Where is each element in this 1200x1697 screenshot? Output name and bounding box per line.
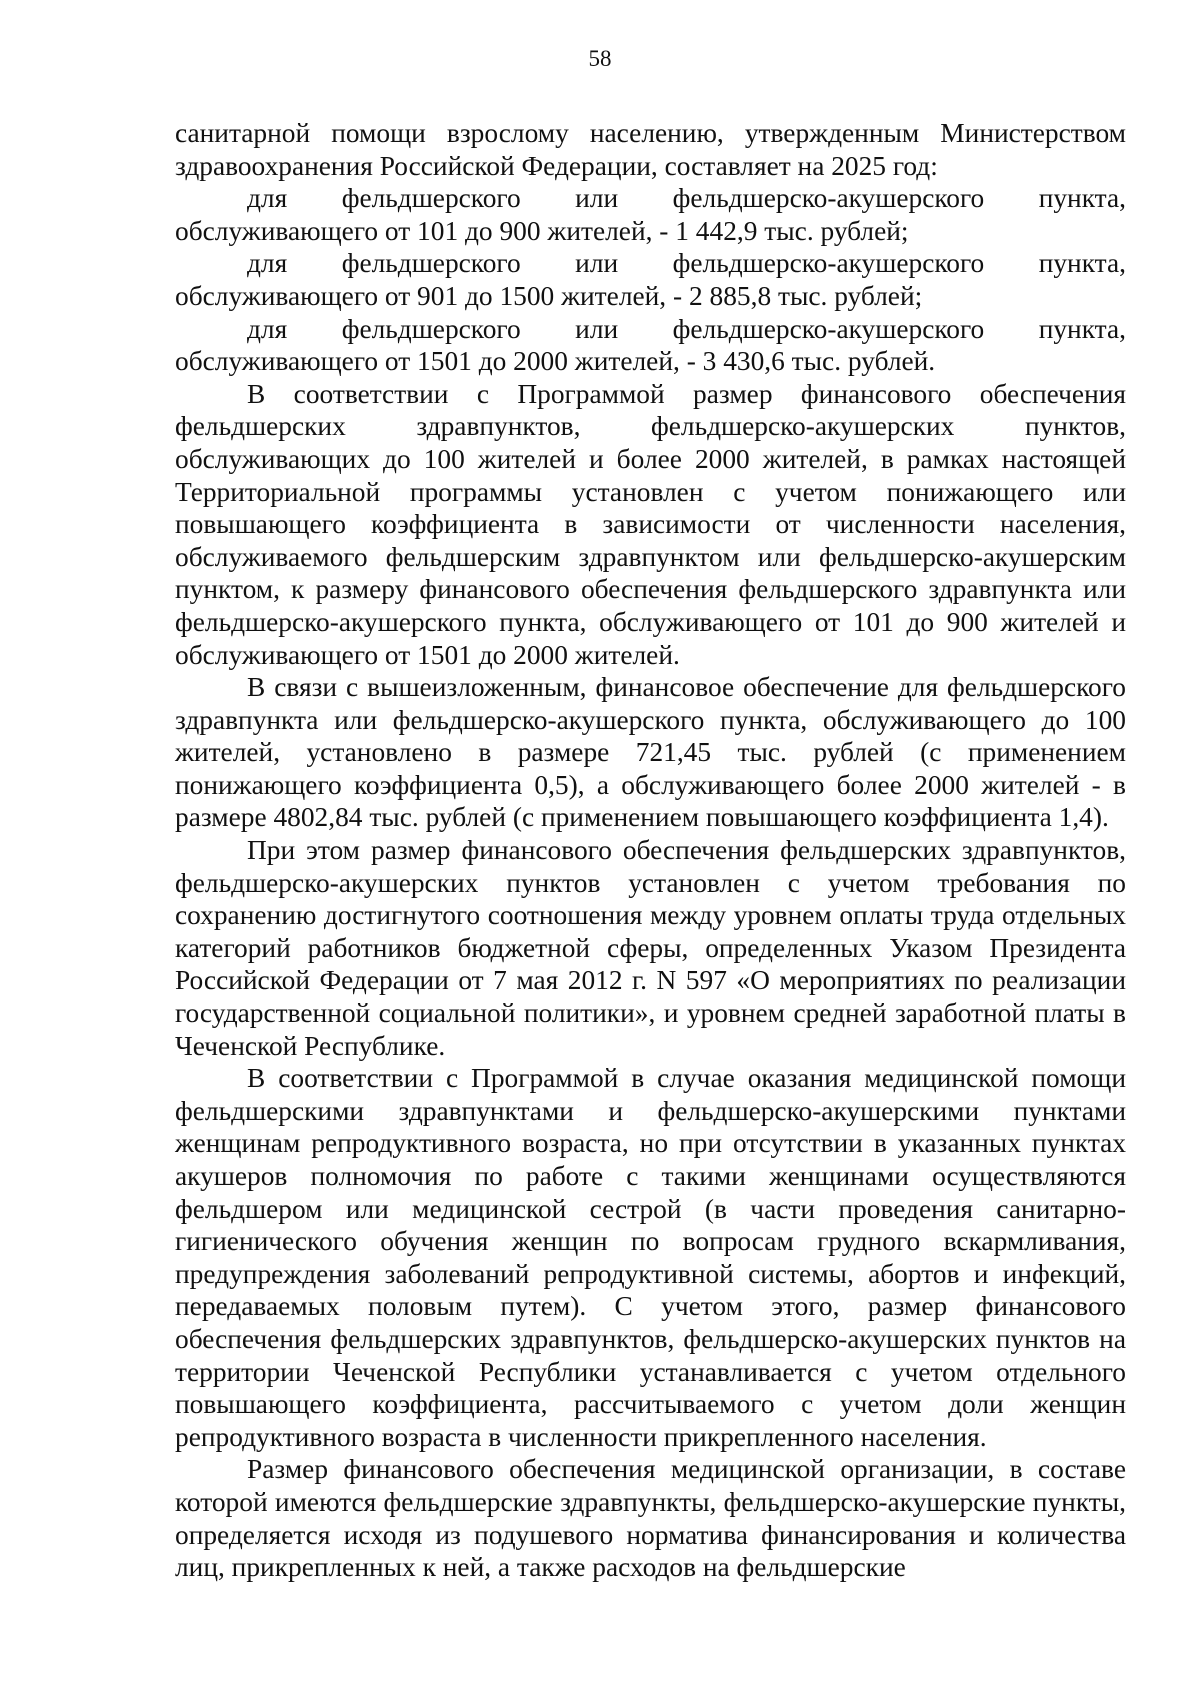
body-paragraph: При этом размер финансового обеспечения фельдшерских здравпунктов, фельдшерско-акушерских пунктов установлен с учетом требования по сохранению достигнутого соотношения между уровнем оплаты труда отдельных категорий работников бюджетной сферы, определенных Указом Президента Российской Федерации от 7 мая 2012 г. N 597 «О мероприятиях по реализации государственной социальной политики», и уровнем средней заработной платы в Чеченской Республике. [175, 835, 1126, 1061]
list-word: для [247, 313, 288, 344]
list-item [175, 313, 1126, 378]
list-word: фельдшерского [341, 313, 521, 344]
list-item-first-line [175, 182, 1126, 215]
list-word: фельдшерско-акушерского [672, 248, 985, 279]
body-paragraph: В связи с вышеизложенным, финансовое обеспечение для фельдшерского здравпункта или фельдшерско-акушерского пункта, обслуживающего до 100 жителей, установлено в размере 721,45 тыс. рублей (с применением понижающего коэффициента 0,5), а обслуживающего более 2000 жителей - в размере 4802,84 тыс. рублей (с применением повышающего коэффициента 1,4). [175, 672, 1126, 833]
page-number: 58 [588, 46, 612, 71]
list-word: пункта, [1038, 248, 1126, 279]
list-word: фельдшерско-акушерского [672, 313, 985, 344]
body-paragraph: В соответствии с Программой в случае оказания медицинской помощи фельдшерскими здравпунктами и фельдшерско-акушерскими пунктами женщинам репродуктивного возраста, но при отсутствии в указанных пунктах акушеров полномочия по работе с такими женщинами осуществляются фельдшером или медицинской сестрой (в части проведения санитарно-гигиенического обучения женщин по вопросам грудного вскармливания, предупреждения заболеваний репродуктивной системы, абортов и инфекций, передаваемых половым путем). С учетом этого, размер финансового обеспечения фельдшерских здравпунктов, фельдшерско-акушерских пунктов на территории Чеченской Республики устанавливается с учетом отдельного повышающего коэффициента, рассчитываемого с учетом доли женщин репродуктивного возраста в численности прикрепленного населения. [175, 1063, 1126, 1452]
list-item-first-line [175, 313, 1126, 346]
list-item-continuation: обслуживающего от 101 до 900 жителей, - 1 442,9 тыс. рублей; [175, 215, 909, 246]
body-paragraph: В соответствии с Программой размер финансового обеспечения фельдшерских здравпунктов, фельдшерско-акушерских пунктов, обслуживающих до 100 жителей и более 2000 жителей, в рамках настоящей Территориальной программы установлен с учетом понижающего или повышающего коэффициента в зависимости от численности населения, обслуживаемого фельдшерским здравпунктом или фельдшерско-акушерским пунктом, к размеру финансового обеспечения фельдшерского здравпункта или фельдшерско-акушерского пункта, обслуживающего от 101 до 900 жителей и обслуживающего от 1501 до 2000 жителей. [175, 378, 1126, 670]
list-word: фельдшерского [341, 183, 521, 214]
list-word: пункта, [1038, 183, 1126, 214]
list-item-continuation: обслуживающего от 1501 до 2000 жителей, - 3 430,6 тыс. рублей. [175, 346, 936, 377]
list-word: или [575, 248, 619, 279]
list-word: фельдшерско-акушерского [672, 183, 985, 214]
intro-paragraph: санитарной помощи взрослому населению, утвержденным Министерством здравоохранения Российской Федерации, составляет на 2025 год: [175, 118, 1126, 181]
list-word: для [247, 248, 288, 279]
list-item-continuation: обслуживающего от 901 до 1500 жителей, - 2 885,8 тыс. рублей; [175, 280, 923, 311]
list-word: или [575, 313, 619, 344]
list-item [175, 182, 1126, 247]
list-word: пункта, [1038, 313, 1126, 344]
list-word: для [247, 183, 288, 214]
list-word: или [575, 183, 619, 214]
list-item-first-line [175, 247, 1126, 280]
list-item [175, 247, 1126, 312]
body-paragraph: Размер финансового обеспечения медицинской организации, в составе которой имеются фельдшерские здравпункты, фельдшерско-акушерские пункты, определяется исходя из подушевого норматива финансирования и количества лиц, прикрепленных к ней, а также расходов на фельдшерские [175, 1454, 1126, 1583]
document-body [175, 117, 1126, 1584]
list-word: фельдшерского [341, 248, 521, 279]
